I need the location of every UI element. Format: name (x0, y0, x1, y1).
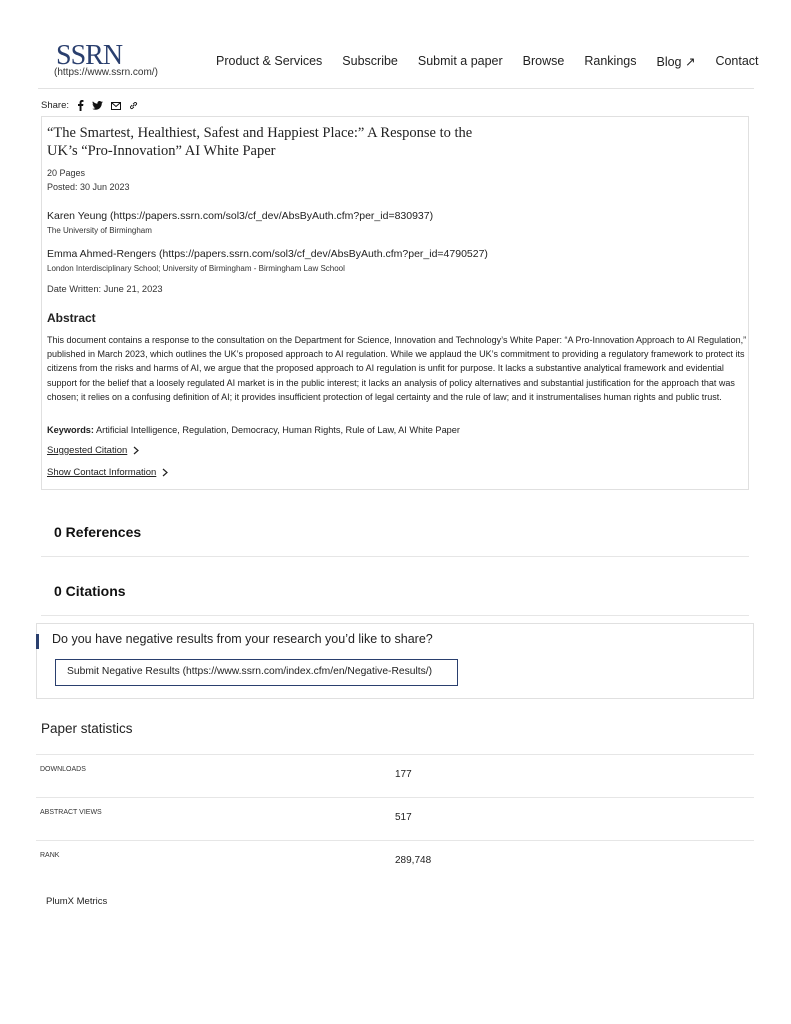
accent-bar (36, 634, 39, 649)
share-bar (41, 100, 138, 111)
downloads-label: DOWNLOADS (40, 766, 86, 773)
stats-divider (36, 754, 754, 755)
ssrn-logo[interactable]: SSRN (56, 40, 123, 71)
abstract-views-label: ABSTRACT VIEWS (40, 809, 102, 816)
paper-title-line2: UK’s “Pro-Innovation” AI White Paper (47, 143, 276, 159)
author-link-1[interactable]: Karen Yeung (https://papers.ssrn.com/sol3/cf_dev/AbsByAuth.cfm?per_id=830937) (47, 210, 434, 222)
paper-title (47, 124, 517, 160)
share-label: Share: (41, 100, 69, 111)
author-affiliation-1: The University of Birmingham (47, 226, 152, 235)
keywords-label: Keywords: (47, 425, 94, 435)
chevron-right-icon (162, 468, 168, 477)
show-contact-link[interactable]: Show Contact Information (47, 467, 157, 478)
abstract-views-value: 517 (395, 812, 412, 823)
nav-submit-paper[interactable]: Submit a paper (417, 54, 503, 68)
header-divider (38, 88, 754, 89)
suggested-citation-link[interactable]: Suggested Citation (47, 445, 128, 456)
nav-rankings[interactable]: Rankings (584, 54, 637, 68)
submit-negative-results-button[interactable]: Submit Negative Results (https://www.ssrn.com/index.cfm/en/Negative-Results/) (55, 659, 458, 686)
facebook-icon[interactable] (77, 100, 84, 111)
abstract-heading: Abstract (47, 311, 96, 325)
references-heading[interactable]: 0 References (54, 524, 142, 540)
rank-label: RANK (40, 852, 60, 859)
link-icon[interactable] (129, 101, 138, 110)
chevron-right-icon (133, 446, 139, 455)
author-affiliation-2: London Interdisciplinary School; University of Birmingham - Birmingham Law School (47, 264, 345, 273)
stats-divider (36, 797, 754, 798)
nav-products[interactable]: Product & Services (216, 54, 323, 68)
author-link-2[interactable]: Emma Ahmed-Rengers (https://papers.ssrn.com/sol3/cf_dev/AbsByAuth.cfm?per_id=4790527) (47, 248, 488, 260)
paper-statistics-heading: Paper statistics (41, 721, 133, 736)
stats-divider (36, 840, 754, 841)
twitter-icon[interactable] (92, 101, 103, 110)
paper-title-line1: “The Smartest, Healthiest, Safest and Happiest Place:” A Response to the (47, 125, 473, 141)
downloads-value: 177 (395, 769, 412, 780)
nav-contact[interactable]: Contact (715, 54, 759, 68)
keywords-value: Artificial Intelligence, Regulation, Democracy, Human Rights, Rule of Law, AI White Paper (96, 425, 460, 435)
page-count: 20 Pages (47, 168, 86, 178)
references-divider (41, 556, 749, 557)
nav-browse[interactable]: Browse (522, 54, 565, 68)
logo-url[interactable]: (https://www.ssrn.com/) (54, 67, 158, 78)
nav-subscribe[interactable]: Subscribe (342, 54, 398, 68)
rank-value: 289,748 (395, 855, 432, 866)
posted-date: Posted: 30 Jun 2023 (47, 182, 130, 192)
abstract-text: This document contains a response to the consultation on the Department for Science, Innovation and Technology’s White Paper: “A Pro-Innovation Approach to AI Regulation,” published in March 2023, which outlines the UK’s proposed approach to AI regulation. While we applaud the UK’s commitment to providing a regulatory framework to protect its citizens from the risks and harms of AI, we argue that the proposed approach to AI regulation is unfit for purpose. It lacks a substantive analytical framework and evidential support for the belief that a loosely regulated AI market is in the public interest; it lacks an analysis of policy alternatives and substantial justification for the approach that was chosen; it relies on a confusing definition of AI; it provides insufficient protection of legal certainty and the rule of law; and it instrumentalises human rights and public trust. (47, 335, 747, 402)
suggested-citation-toggle[interactable] (47, 445, 139, 456)
citations-divider (41, 615, 749, 616)
citations-heading[interactable]: 0 Citations (54, 583, 126, 599)
nav-blog[interactable]: Blog ↗ (656, 55, 696, 69)
main-nav (216, 54, 779, 69)
negative-results-question: Do you have negative results from your research you’d like to share? (52, 632, 433, 646)
email-icon[interactable] (111, 102, 121, 110)
show-contact-toggle[interactable] (47, 467, 168, 478)
date-written: Date Written: June 21, 2023 (47, 284, 163, 294)
keywords (47, 425, 460, 435)
plumx-metrics-link[interactable]: PlumX Metrics (46, 896, 108, 907)
